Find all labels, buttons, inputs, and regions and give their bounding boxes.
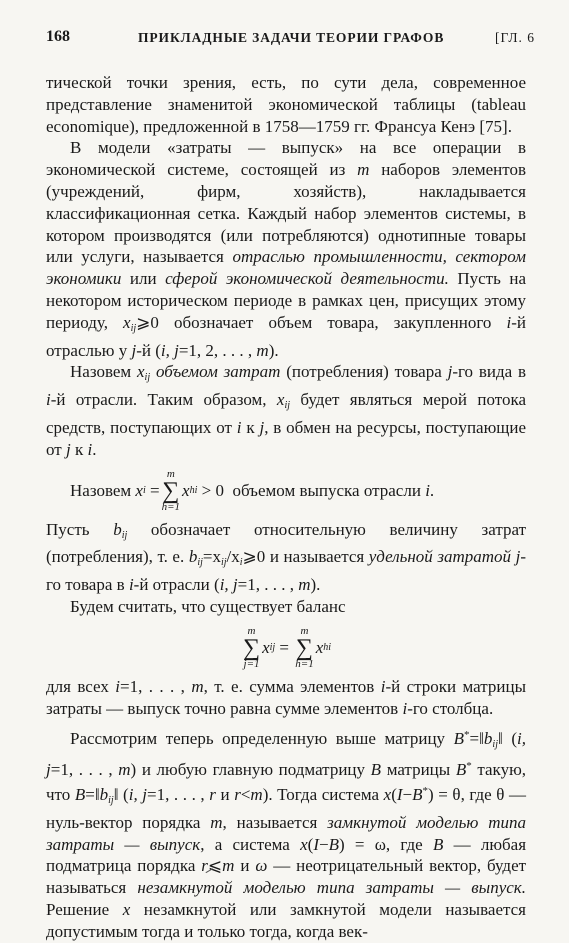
sum-symbol: m ∑ h=1 (295, 624, 314, 670)
paragraph-6: для всех i=1, . . . , m, т. е. сумма элементов i-й строки матрицы затраты — выпуск точно равна сумме элементов i-го столбца. (46, 676, 527, 718)
equation-output: Назовем x i = m ∑ h=1 x hi > 0 объемом выпуска отрасли i . (70, 467, 435, 513)
chapter-title: ПРИКЛАДНЫЕ ЗАДАЧИ ТЕОРИИ ГРАФОВ (138, 30, 445, 45)
page-body (46, 72, 526, 943)
chapter-label: [ГЛ. 6 (495, 30, 535, 45)
paragraph-1: тической точки зрения, есть, по сути дела, современное представление знаменитой экономической таблицы (tableau economique), предложенной в 1758—1759 гг. Франсуа Кенэ [75]. (46, 73, 526, 136)
running-header (46, 28, 539, 50)
equation-balance: m ∑ j=1 x ij = m ∑ h=1 x hi (242, 624, 332, 670)
sum-symbol: m ∑ h=1 (161, 467, 181, 513)
paragraph-7: Рассмотрим теперь определенную выше матрицу $B^*=‖b_{ij}‖$ (i, j=1, . . . , m) и любую главную подматрицу B матрицы B* такую, что $B=‖b_{ij}‖$ (i, j=1, . . . , r и r<m). Тогда система x(I−B*) = θ, где θ — нуль-вектор порядка m, называется замкнутой моделью типа затраты — выпуск, а система x(I−B) = ω, где B — любая подматрица порядка r⩽m и ω — неотрицательный вектор, будет называться незамкнутой моделью типа затраты — выпуск. Решение x незамкнутой или замкнутой модели называется допустимым тогда и только тогда, когда век- (46, 729, 527, 941)
paragraph-5: Будем считать, что существует баланс (70, 596, 346, 616)
paragraph-3: Назовем $x_{ij}$ объемом затрат (потребления) товара j-го вида в i-й отрасли. Таким образом, $x_{ij}$ будет являться мерой потока средств, поступающих от i к j, в обмен на ресурсы, поступающие от j к i. (46, 362, 527, 459)
page-number: 168 (46, 28, 70, 45)
paragraph-2: В модели «затраты — выпуск» на все операции в экономической системе, состоящей из m наборов элементов (учреждений, фирм, хозяйств), накладывается классификационная сетка. Каждый набор элементов системы, в котором производятся (или потребляются) однотипные товары или услуги, называется отраслью промышленности, сектором экономики или сферой экономической деятельности. Пусть на некотором историческом периоде в рамках цен, присущих этому периоду, $x_{ij}⩾0$ обозначает объем товара, закупленного i-й отраслью у j-й (i, j=1, 2, . . . , m). (46, 138, 526, 360)
paragraph-4: Пусть $b_{ij}$ обозначает относительную величину затрат (потребления), т. е. $b_{ij}=x_{ij}/x_i⩾0$ и называется удельной затратой j-го товара в i-й отрасли (i, j=1, . . . , m). (46, 519, 527, 595)
sum-symbol: m ∑ j=1 (242, 624, 261, 670)
